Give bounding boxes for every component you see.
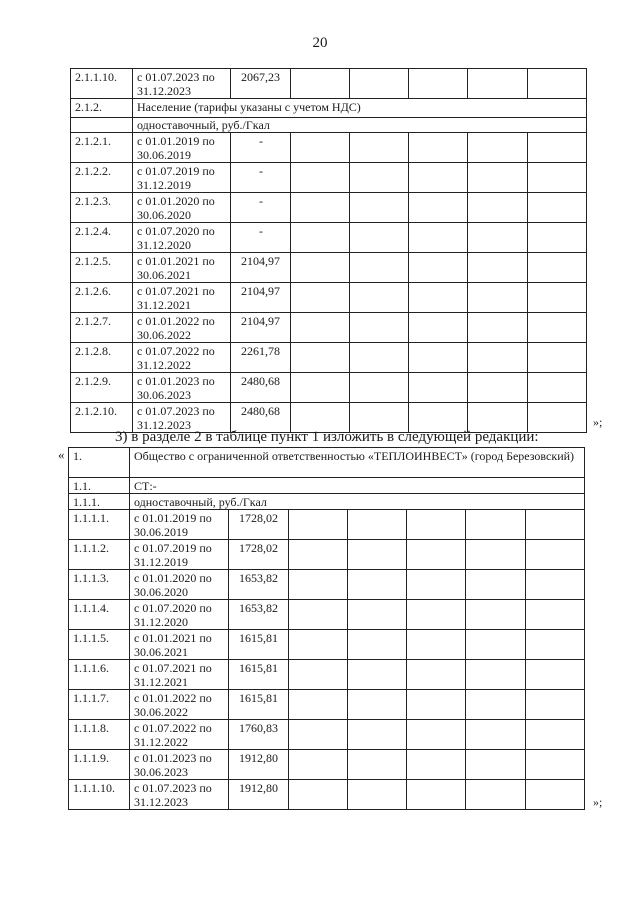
table-row	[71, 403, 587, 433]
empty-cell	[409, 313, 468, 343]
empty-cell	[289, 720, 348, 750]
empty-cell	[468, 283, 528, 313]
row-value: 2480,68	[231, 373, 291, 403]
row-number: 1.1.1.10.	[69, 780, 130, 810]
subsection-row	[69, 494, 585, 510]
table-row	[69, 570, 585, 600]
row-period: с 01.01.2020 по 30.06.2020	[133, 193, 231, 223]
empty-cell	[466, 510, 526, 540]
row-period: с 01.01.2022 по 30.06.2022	[130, 690, 229, 720]
row-value: 1760,83	[229, 720, 289, 750]
row-value: 1653,82	[229, 570, 289, 600]
empty-cell	[526, 720, 585, 750]
empty-cell	[291, 163, 350, 193]
table-row	[69, 660, 585, 690]
tariff-table-new	[68, 447, 585, 810]
empty-cell	[348, 510, 407, 540]
empty-cell	[407, 510, 466, 540]
empty-cell	[348, 720, 407, 750]
empty-cell	[468, 403, 528, 433]
empty-cell	[348, 780, 407, 810]
empty-cell	[407, 750, 466, 780]
row-number: 1.1.1.9.	[69, 750, 130, 780]
closing-quote-2: »;	[593, 795, 603, 809]
subsection-title: одноставочный, руб./Гкал	[130, 494, 585, 510]
empty-cell	[407, 780, 466, 810]
section-title: Население (тарифы указаны с учетом НДС)	[133, 99, 587, 118]
row-period: с 01.01.2023 по 30.06.2023	[130, 750, 229, 780]
empty-cell	[407, 540, 466, 570]
empty-cell	[289, 540, 348, 570]
empty-cell	[409, 283, 468, 313]
empty-cell	[466, 630, 526, 660]
empty-cell	[350, 283, 409, 313]
empty-cell	[291, 283, 350, 313]
empty-cell	[468, 313, 528, 343]
empty-cell	[468, 133, 528, 163]
row-period: с 01.07.2023 по 31.12.2023	[133, 403, 231, 433]
empty-cell	[348, 600, 407, 630]
empty-cell	[350, 403, 409, 433]
table-row	[71, 283, 587, 313]
empty-cell	[407, 600, 466, 630]
empty-cell	[291, 223, 350, 253]
empty-cell	[291, 403, 350, 433]
empty-cell	[409, 193, 468, 223]
system-row	[69, 478, 585, 494]
table-row	[71, 253, 587, 283]
empty-cell	[407, 660, 466, 690]
empty-cell	[348, 570, 407, 600]
row-number: 1.1.1.5.	[69, 630, 130, 660]
system-name: СТ:-	[130, 478, 585, 494]
empty-cell	[409, 163, 468, 193]
empty-cell	[466, 720, 526, 750]
empty-cell	[289, 630, 348, 660]
empty-cell	[468, 253, 528, 283]
row-number: 1.1.1.6.	[69, 660, 130, 690]
empty-cell	[350, 313, 409, 343]
row-value: -	[231, 193, 291, 223]
opening-quote: «	[58, 447, 65, 462]
empty-cell	[526, 570, 585, 600]
empty-cell	[468, 163, 528, 193]
empty-cell	[466, 780, 526, 810]
row-number: 1.1.1.2.	[69, 540, 130, 570]
empty-cell	[291, 193, 350, 223]
row-value: -	[231, 163, 291, 193]
empty-cell	[528, 313, 587, 343]
empty-cell	[289, 570, 348, 600]
row-period: с 01.07.2021 по 31.12.2021	[130, 660, 229, 690]
tariff-table-continued	[70, 68, 587, 433]
amendment-instruction: 3) в разделе 2 в таблице пункт 1 изложить в следующей редакции:	[115, 429, 539, 445]
table-row	[69, 510, 585, 540]
row-value: 2480,68	[231, 403, 291, 433]
subsection-title: одноставочный, руб./Гкал	[133, 118, 587, 133]
empty-cell	[289, 780, 348, 810]
table-row	[71, 373, 587, 403]
row-number: 2.1.1.10.	[71, 69, 133, 99]
empty-cell	[526, 660, 585, 690]
row-number: 2.1.2.6.	[71, 283, 133, 313]
empty-cell	[466, 750, 526, 780]
row-value: 2104,97	[231, 313, 291, 343]
page-number: 20	[312, 35, 328, 51]
row-period: с 01.01.2019 по 30.06.2019	[130, 510, 229, 540]
empty-cell	[409, 373, 468, 403]
row-period: с 01.07.2019 по 31.12.2019	[133, 163, 231, 193]
empty-cell	[291, 373, 350, 403]
row-number: 2.1.2.10.	[71, 403, 133, 433]
row-number: 2.1.2.7.	[71, 313, 133, 343]
row-period: с 01.01.2020 по 30.06.2020	[130, 570, 229, 600]
empty-cell	[528, 253, 587, 283]
empty-cell	[526, 540, 585, 570]
empty-cell	[526, 750, 585, 780]
table-row	[69, 750, 585, 780]
row-period: с 01.01.2021 по 30.06.2021	[130, 630, 229, 660]
table-row	[69, 540, 585, 570]
row-number: 1.1.1.1.	[69, 510, 130, 540]
table-row	[69, 720, 585, 750]
empty-cell	[350, 343, 409, 373]
row-value: 2067,23	[231, 69, 291, 99]
table-row	[71, 193, 587, 223]
row-value: 1912,80	[229, 780, 289, 810]
empty-cell	[348, 750, 407, 780]
row-period: с 01.07.2022 по 31.12.2022	[133, 343, 231, 373]
row-number: 2.1.2.1.	[71, 133, 133, 163]
table-row	[71, 313, 587, 343]
row-period: с 01.07.2020 по 31.12.2020	[130, 600, 229, 630]
row-period: с 01.07.2023 по 31.12.2023	[133, 69, 231, 99]
empty-cell	[289, 750, 348, 780]
row-period: с 01.01.2022 по 30.06.2022	[133, 313, 231, 343]
empty-cell	[526, 780, 585, 810]
empty-cell	[409, 403, 468, 433]
table-row	[71, 343, 587, 373]
row-period: с 01.01.2021 по 30.06.2021	[133, 253, 231, 283]
empty-cell	[407, 720, 466, 750]
empty-cell	[291, 133, 350, 163]
row-value: 1615,81	[229, 660, 289, 690]
empty-cell	[409, 253, 468, 283]
empty-cell	[466, 660, 526, 690]
table-row	[69, 630, 585, 660]
empty-cell	[350, 133, 409, 163]
row-period: с 01.07.2023 по 31.12.2023	[130, 780, 229, 810]
empty-cell	[348, 540, 407, 570]
row-number: 1.1.1.3.	[69, 570, 130, 600]
table-row	[71, 69, 587, 99]
row-value: -	[231, 133, 291, 163]
empty-cell	[289, 510, 348, 540]
section-row	[71, 99, 587, 118]
org-name: Общество с ограниченной ответственностью «ТЕПЛОИНВЕСТ» (город Березовский)	[130, 448, 585, 478]
empty-cell	[466, 570, 526, 600]
row-value: 2104,97	[231, 283, 291, 313]
empty-cell	[350, 373, 409, 403]
empty-cell	[289, 660, 348, 690]
empty-cell	[350, 223, 409, 253]
empty-cell	[348, 690, 407, 720]
table-row	[69, 780, 585, 810]
row-value: 1912,80	[229, 750, 289, 780]
empty-cell	[528, 223, 587, 253]
subsection-number: 1.1.1.	[69, 494, 130, 510]
empty-cell	[348, 660, 407, 690]
empty-cell	[289, 690, 348, 720]
empty-cell	[468, 223, 528, 253]
closing-quote-1: »;	[593, 415, 603, 429]
table-row	[69, 690, 585, 720]
subsection-row	[71, 118, 587, 133]
row-number: 1.1.1.4.	[69, 600, 130, 630]
row-number: 2.1.2.4.	[71, 223, 133, 253]
row-value: 1615,81	[229, 690, 289, 720]
system-number: 1.1.	[69, 478, 130, 494]
row-value: -	[231, 223, 291, 253]
empty-cell	[528, 193, 587, 223]
empty-cell	[348, 630, 407, 660]
row-number: 2.1.2.3.	[71, 193, 133, 223]
empty-cell	[409, 223, 468, 253]
row-period: с 01.01.2019 по 30.06.2019	[133, 133, 231, 163]
empty-cell	[350, 193, 409, 223]
row-number: 2.1.2.8.	[71, 343, 133, 373]
row-period: с 01.07.2019 по 31.12.2019	[130, 540, 229, 570]
empty-cell	[409, 343, 468, 373]
row-number: 2.1.2.2.	[71, 163, 133, 193]
row-value: 1728,02	[229, 540, 289, 570]
table-row	[71, 163, 587, 193]
empty-cell	[466, 540, 526, 570]
empty-cell	[528, 373, 587, 403]
empty-cell	[526, 690, 585, 720]
empty-cell	[528, 283, 587, 313]
row-number: 2.1.2.9.	[71, 373, 133, 403]
row-number: 2.1.2.5.	[71, 253, 133, 283]
row-period: с 01.07.2022 по 31.12.2022	[130, 720, 229, 750]
empty-cell	[468, 343, 528, 373]
row-number: 1.1.1.7.	[69, 690, 130, 720]
section-number: 2.1.2.	[71, 99, 133, 118]
empty-cell	[526, 510, 585, 540]
empty-cell	[289, 600, 348, 630]
empty-cell	[526, 630, 585, 660]
row-number: 1.1.1.8.	[69, 720, 130, 750]
empty-cell	[528, 163, 587, 193]
empty-cell	[528, 133, 587, 163]
empty-cell	[407, 630, 466, 660]
empty-cell	[468, 193, 528, 223]
row-value: 1653,82	[229, 600, 289, 630]
empty-cell	[526, 600, 585, 630]
empty-cell	[466, 600, 526, 630]
empty-cell	[291, 343, 350, 373]
table-row	[69, 600, 585, 630]
empty-cell	[466, 690, 526, 720]
empty-cell	[350, 253, 409, 283]
row-value: 1728,02	[229, 510, 289, 540]
empty-cell	[407, 570, 466, 600]
table-row	[71, 223, 587, 253]
empty-cell	[528, 343, 587, 373]
empty-cell	[291, 253, 350, 283]
row-period: с 01.07.2020 по 31.12.2020	[133, 223, 231, 253]
row-value: 2104,97	[231, 253, 291, 283]
row-period: с 01.01.2023 по 30.06.2023	[133, 373, 231, 403]
org-number: 1.	[69, 448, 130, 478]
row-value: 2261,78	[231, 343, 291, 373]
row-period: с 01.07.2021 по 31.12.2021	[133, 283, 231, 313]
empty-cell	[528, 403, 587, 433]
row-value: 1615,81	[229, 630, 289, 660]
empty-cell	[407, 690, 466, 720]
org-row	[69, 448, 585, 478]
empty-cell	[350, 163, 409, 193]
empty-cell	[409, 133, 468, 163]
empty-cell	[291, 313, 350, 343]
empty-cell	[468, 373, 528, 403]
table-row	[71, 133, 587, 163]
